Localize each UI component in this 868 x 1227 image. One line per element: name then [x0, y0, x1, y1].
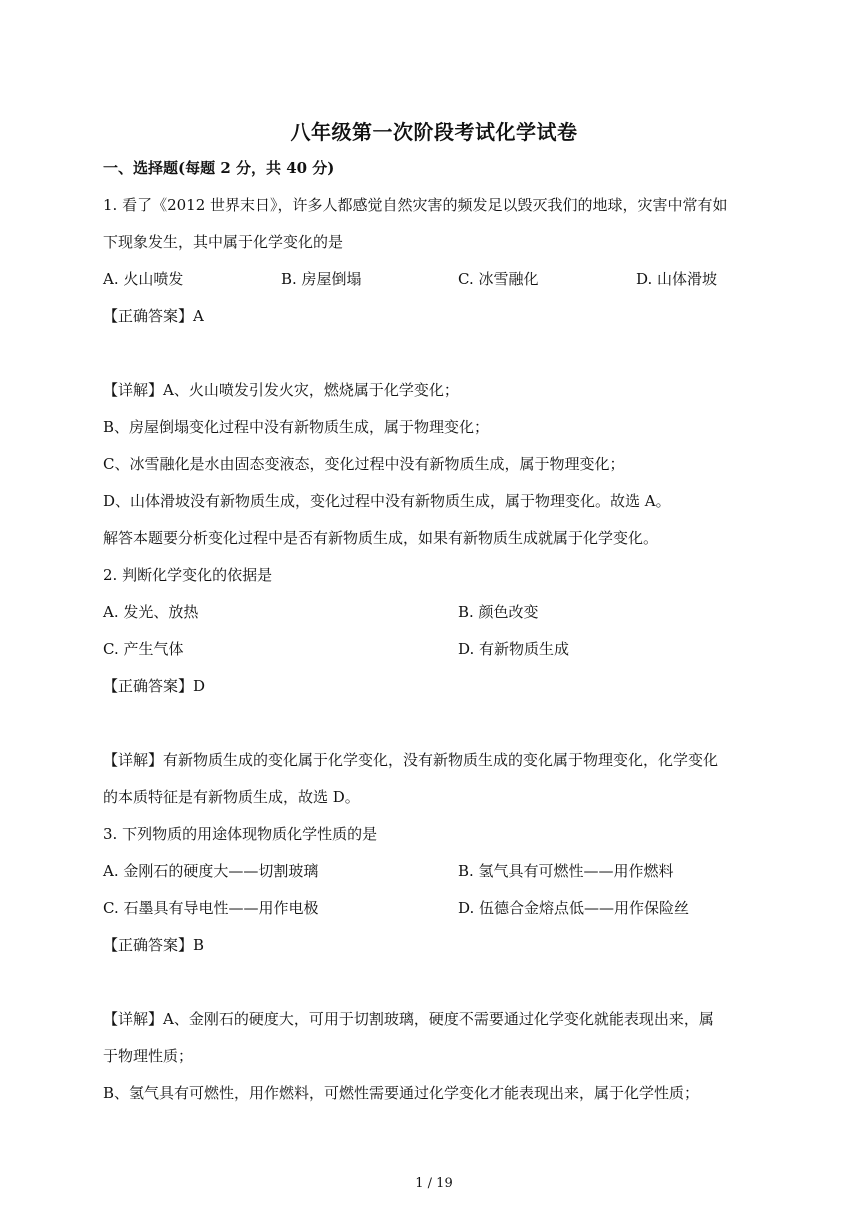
q1-stem-line-2: 下现象发生，其中属于化学变化的是 [103, 233, 344, 251]
q2-option-c: C. 产生气体 [103, 640, 184, 658]
q1-option-a: A. 火山喷发 [103, 270, 184, 288]
q3-detail-line-3: B、氢气具有可燃性，用作燃料，可燃性需要通过化学变化才能表现出来，属于化学性质； [103, 1084, 700, 1102]
q3-stem: 3. 下列物质的用途体现物质化学性质的是 [103, 825, 378, 843]
q1-detail-line-2: B、房屋倒塌变化过程中没有新物质生成，属于物理变化； [103, 418, 490, 436]
q3-option-d: D. 伍德合金熔点低——用作保险丝 [458, 899, 690, 917]
page-title: 八年级第一次阶段考试化学试卷 [290, 120, 578, 144]
q1-option-b: B. 房屋倒塌 [281, 270, 362, 288]
q1-stem-line-1: 1. 看了《2012 世界末日》，许多人都感觉自然灾害的频发足以毁灭我们的地球，灾害中常有如 [103, 196, 728, 214]
q3-detail-line-2: 于物理性质； [103, 1047, 194, 1065]
page-number: 1 / 19 [415, 1176, 453, 1191]
q3-answer: 【正确答案】B [103, 936, 205, 954]
q1-detail-line-5: 解答本题要分析变化过程中是否有新物质生成，如果有新物质生成就属于化学变化。 [103, 529, 659, 547]
q2-option-d: D. 有新物质生成 [458, 640, 570, 658]
q1-detail-line-3: C、冰雪融化是水由固态变液态，变化过程中没有新物质生成，属于物理变化； [103, 455, 625, 473]
q2-detail-line-2: 的本质特征是有新物质生成，故选 D。 [103, 788, 360, 806]
q3-option-a: A. 金刚石的硬度大——切割玻璃 [103, 862, 319, 880]
q3-option-b: B. 氢气具有可燃性——用作燃料 [458, 862, 674, 880]
q2-stem: 2. 判断化学变化的依据是 [103, 566, 273, 584]
q2-detail-line-1: 【详解】有新物质生成的变化属于化学变化，没有新物质生成的变化属于物理变化，化学变化 [103, 751, 719, 769]
q1-detail-line-4: D、山体滑坡没有新物质生成，变化过程中没有新物质生成，属于物理变化。故选 A。 [103, 492, 671, 510]
q2-option-b: B. 颜色改变 [458, 603, 539, 621]
q2-answer: 【正确答案】D [103, 677, 206, 695]
q2-option-a: A. 发光、放热 [103, 603, 199, 621]
q3-detail-line-1: 【详解】A、金刚石的硬度大，可用于切割玻璃，硬度不需要通过化学变化就能表现出来，属 [103, 1010, 714, 1028]
section-heading: 一、选择题(每题 2 分，共 40 分) [103, 159, 335, 177]
q1-answer: 【正确答案】A [103, 307, 204, 325]
q1-option-d: D. 山体滑坡 [636, 270, 718, 288]
q3-option-c: C. 石墨具有导电性——用作电极 [103, 899, 319, 917]
q1-option-c: C. 冰雪融化 [458, 270, 539, 288]
q1-detail-line-1: 【详解】A、火山喷发引发火灾，燃烧属于化学变化； [103, 381, 459, 399]
